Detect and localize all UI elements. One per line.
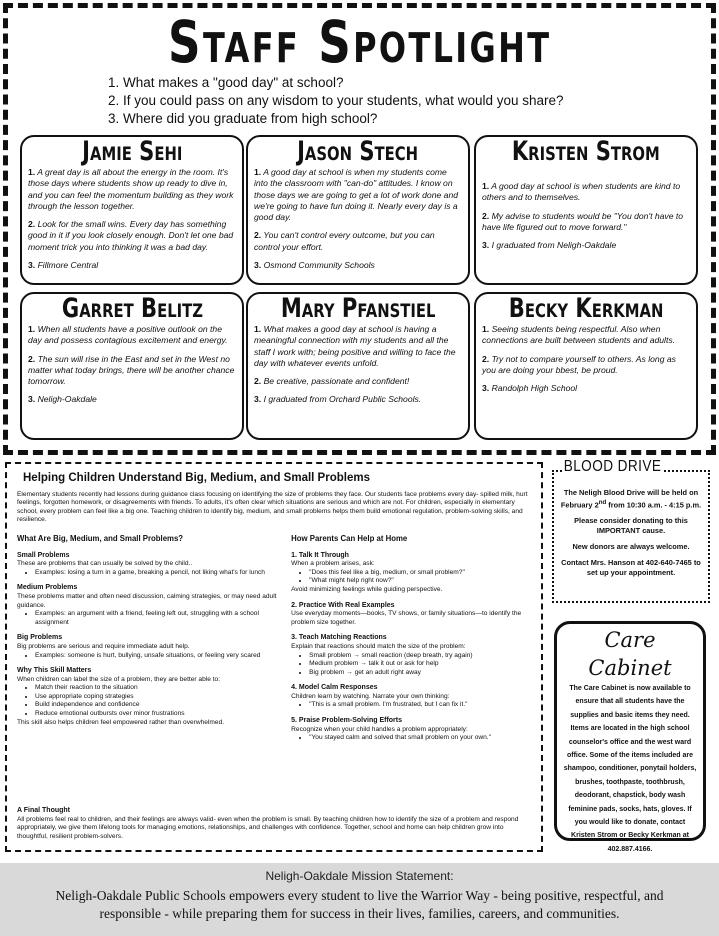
answer-1: 1. When all students have a positive outlook on the day and possess contagious excitement and energy. [28, 324, 228, 346]
answer-3: 3. I graduated from Neligh-Oakdale [482, 240, 617, 251]
list-item: • Examples: an argument with a friend, feeling left out, struggling with a school assignment [35, 610, 291, 627]
problems-article [5, 462, 543, 852]
answer-3: 3. I graduated from Orchard Public Schools. [254, 394, 422, 405]
answer-text: When all students have a positive outlook on the day and possess contagious excitement and energy. [28, 324, 228, 346]
list-item: • Build independence and confidence [35, 701, 291, 710]
questions-list [108, 74, 564, 128]
list-item: • "This is a small problem. I'm frustrated, but I can fix it." [309, 701, 531, 710]
subheading: 5. Praise Problem-Solving Efforts [291, 717, 403, 725]
subheading: Big Problems [17, 634, 63, 642]
paragraph: New donors are always welcome. [572, 542, 690, 552]
paragraph: Big problems are serious and require immediate adult help. [17, 642, 190, 650]
paragraph: All problems feel real to children, and their feelings are always valid- even when the problem is small. By teaching children how to identify the size of a problem and respond appropriately, we give them lifelong tools for managing emotions, relationships, and challenges with confidence. Together, school and home can help children grow into thoughtful, resilient problem-solvers. [17, 815, 519, 840]
subheading: A Final Thought [17, 807, 71, 814]
answer-text: Seeing students being respectful. Also when connections are built between students and adults. [482, 324, 676, 346]
final-thought [17, 800, 532, 841]
answer-text: A good day at school is when my students come into the classroom with "can-do" attitudes. I know on those days we are going to get a lot of work done and we're going to have fun doing it. Nearly every day is a good day. [254, 167, 458, 223]
answer-2: 2. You can't control every outcome, but you can control your effort. [254, 230, 435, 252]
answer-2: 2. Look for the small wins. Every day has something good in it if you look closely enough. Don't let one bad moment trick you into thinking it was a bad day. [28, 219, 234, 252]
care-cabinet-box [554, 621, 706, 853]
staff-name [28, 294, 236, 324]
list-item: • Examples: someone is hurt, bullying, unsafe situations, or feeling very scared [35, 652, 291, 661]
list-item: • Small problem → small reaction (deep breath, try again) [309, 652, 531, 661]
subheading: Why This Skill Matters [17, 667, 92, 675]
mission-text: Neligh-Oakdale Public Schools empowers every student to live the Warrior Way - being positive, respectful, and responsible - while preparing them for success in their lives, families, careers, and communities. [55, 888, 664, 921]
answer-text: A great day is all about the energy in the room. It's those days where students show up ready to dive in, and you can feel the momentum building as they work through the lesson together. [28, 167, 234, 211]
left-column [17, 535, 291, 743]
subheading: 1. Talk It Through [291, 551, 349, 559]
answer-1: 1. A good day at school is when students are kind to others and to themselves. [482, 181, 681, 203]
list-item: • Big problem → get an adult right away [309, 669, 531, 678]
blood-drive-date [558, 488, 704, 510]
list-item: • Examples: losing a turn in a game, breaking a pencil, not liking what's for lunch [35, 569, 291, 578]
article-title: Helping Children Understand Big, Medium, and Small Problems [23, 472, 370, 484]
mission-title: Neligh-Oakdale Mission Statement: [265, 869, 454, 883]
right-column [291, 535, 531, 743]
answer-1: 1. What makes a good day at school is having a meaningful connection with my students and all the staff I work with; being positive and willing to face the day with whatever events unfold. [254, 324, 456, 368]
answer-2: 2. The sun will rise in the East and set in the West no matter what today brings, there will be another chance tomorrow. [28, 353, 235, 387]
list-item: • Use appropriate coping strategies [35, 693, 291, 702]
answer-text: Try not to compare yourself to others. As long as you are doing your bbest, be proud. [482, 353, 676, 375]
section-heading: What Are Big, Medium, and Small Problems? [17, 533, 184, 543]
subheading: Small Problems [17, 551, 70, 559]
mission-footer [0, 863, 719, 936]
answer-text: Randolph High School [491, 383, 578, 394]
list-item: • "You stayed calm and solved that small problem on your own." [309, 734, 531, 743]
subheading: 4. Model Calm Responses [291, 684, 378, 692]
answer-3: 3. Neligh-Oakdale [28, 394, 97, 405]
blood-drive-title: BLOOD DRIVE [563, 458, 662, 475]
page-title: Staff Spotlight [167, 8, 552, 76]
staff-name [482, 137, 690, 167]
answer-text: Look for the small wins. Every day has something good in it if you look closely enough. Don't let one bad moment trick you into thinking it was a bad day. [28, 219, 234, 252]
staff-card [20, 292, 244, 440]
staff-name [254, 137, 462, 167]
answer-text: My advise to students would be "You don't have to have life figured out to move forward." [482, 210, 684, 232]
paragraph: Avoid minimizing feelings while guiding perspective. [291, 585, 443, 593]
list-item: • "What might help right now?" [309, 577, 531, 586]
subheading: Medium Problems [17, 584, 78, 592]
name-text: Becky Kerkman [508, 293, 664, 324]
answer-text: You can't control every outcome, but you can control your effort. [254, 230, 435, 252]
answer-3: 3. Fillmore Central [28, 260, 99, 271]
answer-1: 1. Seeing students being respectful. Also when connections are built between students and adults. [482, 324, 676, 346]
section-heading: How Parents Can Help at Home [291, 533, 408, 543]
care-cabinet-title: Care Cabinet [588, 628, 672, 680]
superscript: nd [598, 499, 607, 506]
answer-1: 1. A great day is all about the energy in the room. It's those days where students show up ready to dive in, and you can feel the momentum building as they work through the lesson together. [28, 167, 234, 211]
staff-card [474, 135, 698, 285]
answer-text: Be creative, passionate and confident! [263, 376, 410, 387]
question: 1. What makes a "good day" at school? [108, 75, 344, 90]
paragraph: Children learn by watching. Narrate your own thinking: [291, 692, 450, 700]
paragraph: This skill also helps children feel empowered rather than overwhelmed. [17, 718, 225, 726]
answer-text: Neligh-Oakdale [37, 394, 97, 405]
paragraph: These are problems that can usually be solved by the child.. [17, 560, 193, 568]
answer-2: 2. Try not to compare yourself to others. As long as you are doing your bbest, be proud. [482, 353, 676, 375]
text: from 10:30 a.m. - 4:15 p.m. [606, 500, 702, 510]
question: 2. If you could pass on any wisdom to your students, what would you share? [108, 93, 564, 108]
list-item: • Reduce emotional outbursts over minor frustrations [35, 710, 291, 719]
answer-2: 2. Be creative, passionate and confident! [254, 376, 410, 387]
paragraph: Explain that reactions should match the size of the problem: [291, 642, 466, 650]
answer-text: I graduated from Orchard Public Schools. [263, 394, 422, 405]
text: The Neligh Blood Drive will be held on February 2 [560, 488, 699, 510]
staff-name [254, 294, 462, 324]
staff-card [474, 292, 698, 440]
name-text: Kristen Strom [512, 136, 660, 167]
answer-text: I graduated from Neligh-Oakdale [491, 240, 617, 251]
answer-1: 1. A good day at school is when my students come into the classroom with "can-do" attitudes. I know on those days we are going to get a lot of work done and we're going to have fun doing it. Nearly every day is a good day. [254, 167, 458, 223]
staff-name [28, 137, 236, 167]
paragraph: When children can label the size of a problem, they are better able to: [17, 675, 221, 683]
name-text: Garret Belitz [61, 293, 203, 324]
paragraph: Recognize when your child handles a problem appropriately: [291, 725, 468, 733]
question: 3. Where did you graduate from high school? [108, 111, 378, 126]
paragraph: Please consider donating to this IMPORTANT cause. [574, 516, 688, 536]
care-cabinet-text: The Care Cabinet is now available to ensure that all students have the supplies and basic items they need. Items are located in the high school counselor's office and the west ward office. Some of the items included are shampoo, conditioner, ponytail holders, brushes, toothpaste, toothbrush, deodorant, chapstick, body wash feminine pads, socks, hats, gloves. If you would like to donate, contact Kristen Strom or Becky Kerkman at 402.887.4166. [563, 685, 697, 853]
answer-text: Osmond Community Schools [263, 260, 375, 271]
answer-2: 2. My advise to students would be "You don't have to have life figured out to move forward." [482, 210, 684, 232]
paragraph: When a problem arises, ask: [291, 560, 375, 568]
answer-text: A good day at school is when students are kind to others and to themselves. [482, 181, 681, 203]
list-item: • Match their reaction to the situation [35, 684, 291, 693]
answer-text: What makes a good day at school is having a meaningful connection with my students and all the staff I work with; being positive and willing to face the day with whatever events unfold. [254, 324, 456, 368]
staff-card [246, 135, 470, 285]
staff-name [482, 294, 690, 324]
staff-card [20, 135, 244, 285]
list-item: • Medium problem → talk it out or ask for help [309, 660, 531, 669]
answer-text: Fillmore Central [37, 260, 99, 271]
name-text: Mary Pfanstiel [280, 293, 436, 324]
answer-text: The sun will rise in the East and set in the West no matter what today brings, there will be another chance tomorrow. [28, 353, 235, 387]
list-item: • "Does this feel like a big, medium, or small problem?" [309, 569, 531, 578]
article-intro: Elementary students recently had lessons during guidance class focusing on identifying the size of problems they face. Our students face problems every day- spilled milk, hurt feelings, forgotten homework, or disagreements with friends. To adults, it's often clear which situations are serious and which are not. For children, especially in elementary school, every problem can feel like a big one. Teaching children to identify big, medium, and small problems helps them build emotional regulation, problem-solving skills, and resilience. [17, 490, 528, 524]
name-text: Jamie Sehi [81, 136, 183, 167]
answer-3: 3. Randolph High School [482, 383, 578, 394]
staff-card [246, 292, 470, 440]
subheading: 2. Practice With Real Examples [291, 601, 395, 609]
paragraph: Use everyday moments—books, TV shows, or family situations—to identify the problem size together. [291, 610, 522, 626]
answer-3: 3. Osmond Community Schools [254, 260, 375, 271]
subheading: 3. Teach Matching Reactions [291, 634, 387, 642]
paragraph: These problems matter and often need discussion, calming strategies, or may need adult guidance. [17, 592, 277, 609]
contact: Contact Mrs. Hanson at 402-640-7465 to set up your appointment. [561, 558, 701, 578]
name-text: Jason Stech [297, 136, 419, 167]
blood-drive-box [552, 458, 710, 603]
